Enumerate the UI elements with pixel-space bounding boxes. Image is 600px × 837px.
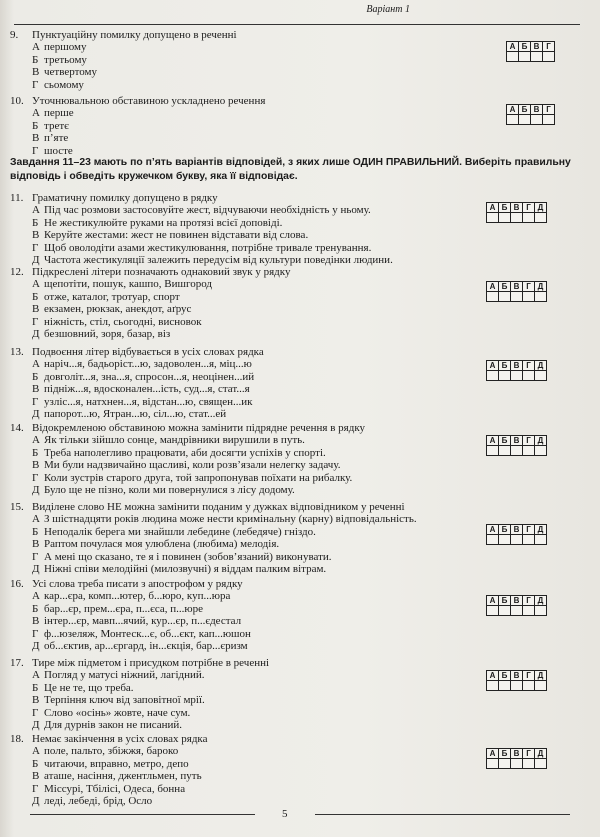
option-text: Неподалік берега ми знайшли лебедине (лебедяче) гніздо. — [44, 525, 316, 538]
option-letter: Г — [32, 550, 39, 563]
answer-option[interactable] — [10, 795, 480, 807]
answer-grid-letter: Г — [523, 596, 535, 606]
answer-option[interactable] — [10, 254, 480, 266]
option-letter: Г — [32, 78, 39, 91]
answer-cell[interactable] — [523, 606, 535, 616]
question-number: 15. — [10, 501, 24, 513]
option-text: бар...єр, прем...єра, п...єса, п...юре — [44, 602, 204, 615]
option-letter: Д — [32, 328, 40, 341]
answer-grid — [506, 104, 555, 125]
question-title — [10, 578, 480, 590]
answer-grid — [486, 524, 547, 545]
option-letter: Д — [32, 795, 40, 808]
answer-option[interactable] — [10, 371, 480, 383]
answer-option[interactable] — [10, 217, 480, 229]
option-letter: Г — [32, 395, 39, 408]
question-number: 14. — [10, 422, 24, 434]
question-title — [10, 422, 480, 434]
answer-option[interactable] — [10, 513, 480, 525]
option-letter: Б — [32, 216, 39, 229]
answer-option[interactable] — [10, 615, 480, 627]
option-letter: Д — [32, 408, 40, 421]
option-text: аташе, насіння, джентльмен, путь — [44, 770, 202, 783]
answer-option[interactable] — [10, 66, 480, 78]
answer-grid-letter: Б — [499, 361, 511, 371]
option-letter: А — [32, 590, 40, 603]
question-number: 18. — [10, 733, 24, 745]
answer-cell[interactable] — [543, 52, 555, 62]
option-letter: В — [32, 132, 40, 145]
question-number: 10. — [10, 95, 24, 107]
answer-option[interactable] — [10, 303, 480, 315]
answer-cell[interactable] — [535, 606, 547, 616]
answer-option[interactable] — [10, 132, 480, 144]
answer-cell[interactable] — [511, 606, 523, 616]
question-title — [10, 192, 480, 204]
answer-cell[interactable] — [531, 52, 543, 62]
answer-grid-letter: Г — [523, 203, 535, 213]
question-title — [10, 733, 480, 745]
answer-grid-letter: В — [511, 525, 523, 535]
answer-option[interactable] — [10, 107, 480, 119]
answer-cell[interactable] — [511, 213, 523, 223]
question-title — [10, 346, 480, 358]
answer-grid — [486, 281, 547, 302]
option-text: Частота жестикуляції залежить передусім від культури поведінки людини. — [44, 254, 393, 267]
option-letter: Д — [32, 563, 40, 576]
footer-rule-left — [30, 814, 255, 815]
answer-option[interactable] — [10, 316, 480, 328]
answer-cell[interactable] — [535, 213, 547, 223]
answer-grid-letter: В — [511, 671, 523, 681]
answer-cell[interactable] — [543, 115, 555, 125]
answer-grid-letter: А — [507, 42, 519, 52]
answer-grid-letter: Б — [499, 525, 511, 535]
answer-grid-letter: А — [487, 282, 499, 292]
question-number: 16. — [10, 578, 24, 590]
answer-grid-letter: А — [487, 596, 499, 606]
option-letter: А — [32, 358, 40, 371]
option-letter: В — [32, 303, 40, 316]
question-17 — [10, 657, 480, 731]
variant-label: Варіант 1 — [366, 4, 410, 15]
option-letter: А — [32, 107, 40, 120]
answer-cell[interactable] — [487, 759, 499, 769]
option-letter: Б — [32, 757, 39, 770]
option-letter: А — [32, 278, 40, 291]
answer-cell[interactable] — [531, 115, 543, 125]
option-text: узліс...я, натхнен...я, відстан...ю, священ...ик — [44, 395, 253, 408]
answer-option[interactable] — [10, 526, 480, 538]
option-text: інтер...єр, мавп...ячий, кур...єр, п...єдестал — [44, 615, 242, 628]
answer-grid — [486, 360, 547, 381]
option-letter: А — [32, 513, 40, 526]
answer-cell[interactable] — [523, 681, 535, 691]
answer-cell[interactable] — [511, 446, 523, 456]
answer-option[interactable] — [10, 603, 480, 615]
answer-option[interactable] — [10, 770, 480, 782]
option-letter: В — [32, 383, 40, 396]
answer-cell[interactable] — [487, 681, 499, 691]
option-letter: Г — [32, 782, 39, 795]
answer-option[interactable] — [10, 758, 480, 770]
question-16 — [10, 578, 480, 652]
question-12 — [10, 266, 480, 340]
option-text: Погляд у матусі ніжний, лагідний. — [44, 669, 205, 682]
answer-cell[interactable] — [511, 759, 523, 769]
question-title — [10, 95, 480, 107]
option-letter: Г — [32, 241, 39, 254]
answer-option[interactable] — [10, 242, 480, 254]
answer-grid-letter: А — [507, 105, 519, 115]
answer-cell[interactable] — [499, 371, 511, 381]
option-text: першому — [44, 41, 87, 54]
answer-option[interactable] — [10, 328, 480, 340]
option-text: ф...юзеляж, Монтеск...є, об...єкт, кап...юшон — [44, 627, 251, 640]
question-title — [10, 29, 480, 41]
answer-grid-letter: А — [487, 525, 499, 535]
question-title — [10, 657, 480, 669]
option-text: Щоб оволодіти азами жестикулювання, потрібне тривале тренування. — [44, 241, 372, 254]
answer-option[interactable] — [10, 358, 480, 370]
option-letter: В — [32, 770, 40, 783]
option-letter: В — [32, 66, 40, 79]
option-letter: В — [32, 694, 40, 707]
answer-cell[interactable] — [511, 535, 523, 545]
option-text: Раптом почулася моя улюблена (любима) мелодія. — [44, 538, 280, 551]
answer-cell[interactable] — [499, 446, 511, 456]
question-number: 17. — [10, 657, 24, 669]
answer-grid-letter: Д — [535, 749, 547, 759]
answer-grid-letter: Б — [519, 105, 531, 115]
answer-grid-letter: Б — [499, 671, 511, 681]
answer-grid-letter: Д — [535, 525, 547, 535]
option-letter: Б — [32, 602, 39, 615]
question-14 — [10, 422, 480, 496]
question-text: Тире між підметом і присудком потрібне в реченні — [32, 657, 270, 669]
answer-grid-letter: В — [531, 42, 543, 52]
answer-option[interactable] — [10, 291, 480, 303]
option-letter: В — [32, 615, 40, 628]
answer-option[interactable] — [10, 229, 480, 241]
answer-option[interactable] — [10, 590, 480, 602]
answer-cell[interactable] — [511, 292, 523, 302]
answer-option[interactable] — [10, 682, 480, 694]
answer-cell[interactable] — [487, 535, 499, 545]
answer-grid-letter: Г — [523, 436, 535, 446]
answer-grid-letter: Д — [535, 203, 547, 213]
answer-option[interactable] — [10, 408, 480, 420]
answer-option[interactable] — [10, 783, 480, 795]
answer-cell[interactable] — [487, 213, 499, 223]
answer-option[interactable] — [10, 434, 480, 446]
option-text: підніж...я, вдосконален...ість, суд...я, стат...я — [44, 383, 250, 396]
answer-cell[interactable] — [519, 115, 531, 125]
option-text: Слово «осінь» жовте, наче сум. — [44, 706, 191, 719]
option-text: шосте — [44, 144, 73, 157]
answer-cell[interactable] — [499, 535, 511, 545]
option-letter: А — [32, 669, 40, 682]
question-text: Уточнювальною обставиною ускладнено речення — [32, 95, 266, 107]
answer-cell[interactable] — [523, 535, 535, 545]
answer-cell[interactable] — [523, 446, 535, 456]
question-13 — [10, 346, 480, 420]
option-text: Ніжні співи мелодійні (милозвучні) я віддам палким вітрам. — [44, 563, 327, 576]
option-letter: Г — [32, 627, 39, 640]
option-text: Керуйте жестами: жест не повинен відставати від слова. — [44, 229, 309, 242]
answer-cell[interactable] — [511, 681, 523, 691]
answer-grid — [486, 748, 547, 769]
answer-option[interactable] — [10, 41, 480, 53]
answer-cell[interactable] — [499, 681, 511, 691]
option-letter: А — [32, 434, 40, 447]
answer-cell[interactable] — [535, 446, 547, 456]
answer-cell[interactable] — [535, 681, 547, 691]
option-letter: В — [32, 538, 40, 551]
answer-grid-letter: Б — [499, 596, 511, 606]
option-letter: Г — [32, 144, 39, 157]
option-text: Це не те, що треба. — [44, 681, 134, 694]
option-letter: Д — [32, 719, 40, 732]
option-letter: Б — [32, 446, 39, 459]
option-letter: Б — [32, 290, 39, 303]
question-number: 12. — [10, 266, 24, 278]
answer-option[interactable] — [10, 120, 480, 132]
answer-grid-letter: А — [487, 749, 499, 759]
answer-cell[interactable] — [487, 292, 499, 302]
answer-option[interactable] — [10, 551, 480, 563]
answer-option[interactable] — [10, 538, 480, 550]
answer-grid-letter: Б — [519, 42, 531, 52]
question-title — [10, 266, 480, 278]
option-text: Ми були надзвичайно щасливі, коли розв’язали нелегку задачу. — [44, 459, 341, 472]
option-letter: Б — [32, 370, 39, 383]
answer-option[interactable] — [10, 563, 480, 575]
option-text: довголіт...я, зна...я, спросон...я, неоцінен...ий — [44, 370, 255, 383]
option-text: Як тільки зійшло сонце, мандрівники вирушили в путь. — [44, 434, 305, 447]
answer-cell[interactable] — [523, 759, 535, 769]
answer-grid — [486, 202, 547, 223]
question-text: Підкреслені літери позначають однаковий звук у рядку — [32, 266, 291, 278]
answer-grid-letter: Г — [543, 105, 555, 115]
option-text: наріч...я, бадьоріст...ю, задоволен...я, міц...ю — [44, 358, 252, 371]
question-number: 13. — [10, 346, 24, 358]
option-letter: Д — [32, 484, 40, 497]
answer-option[interactable] — [10, 278, 480, 290]
option-text: екзамен, рюкзак, анекдот, аґрус — [44, 303, 192, 316]
option-letter: А — [32, 41, 40, 54]
option-text: поле, пальто, збіжжя, бароко — [44, 745, 179, 758]
answer-grid-letter: Г — [543, 42, 555, 52]
answer-grid-letter: Г — [523, 282, 535, 292]
answer-cell[interactable] — [511, 371, 523, 381]
option-letter: Г — [32, 315, 39, 328]
option-letter: Б — [32, 525, 39, 538]
answer-grid-letter: В — [511, 596, 523, 606]
answer-grid — [486, 435, 547, 456]
question-text: Виділене слово НЕ можна замінити поданим у дужках відповідником у реченні — [32, 501, 405, 513]
answer-cell[interactable] — [487, 371, 499, 381]
question-title — [10, 501, 480, 513]
answer-cell[interactable] — [523, 213, 535, 223]
question-text: Граматичну помилку допущено в рядку — [32, 192, 218, 204]
answer-grid-letter: А — [487, 361, 499, 371]
option-text: щепотіти, пошук, кашпо, Вишгород — [44, 278, 212, 291]
option-text: читаючи, вправно, метро, депо — [44, 757, 189, 770]
answer-grid-letter: А — [487, 436, 499, 446]
answer-option[interactable] — [10, 707, 480, 719]
answer-grid-letter: В — [511, 282, 523, 292]
answer-cell[interactable] — [487, 606, 499, 616]
option-text: п’яте — [44, 132, 69, 145]
option-text: леді, лебеді, брід, Осло — [44, 795, 153, 808]
option-text: сьомому — [44, 78, 84, 91]
answer-option[interactable] — [10, 79, 480, 91]
answer-option[interactable] — [10, 694, 480, 706]
answer-cell[interactable] — [507, 52, 519, 62]
answer-grid-letter: Б — [499, 749, 511, 759]
option-letter: А — [32, 204, 40, 217]
question-text: Відокремленою обставиною можна замінити підрядне речення в рядку — [32, 422, 366, 434]
answer-grid-letter: Д — [535, 671, 547, 681]
option-letter: Д — [32, 640, 40, 653]
option-text: кар...єра, комп...ютер, б...юро, куп...юра — [44, 590, 231, 603]
answer-cell[interactable] — [507, 115, 519, 125]
option-text: Було ще не пізно, коли ми повернулися з лісу додому. — [44, 484, 295, 497]
answer-option[interactable] — [10, 447, 480, 459]
option-text: ніжність, стіл, сьогодні, висновок — [44, 315, 202, 328]
answer-option[interactable] — [10, 484, 480, 496]
question-number: 9. — [10, 29, 19, 41]
answer-grid-letter: В — [511, 361, 523, 371]
option-text: отже, каталог, тротуар, спорт — [44, 290, 180, 303]
answer-option[interactable] — [10, 459, 480, 471]
answer-grid-letter: Г — [523, 749, 535, 759]
question-number: 11. — [10, 192, 24, 204]
option-letter: А — [32, 745, 40, 758]
question-text: Пунктуаційну помилку допущено в реченні — [32, 29, 237, 41]
question-text: Немає закінчення в усіх словах рядка — [32, 733, 208, 745]
answer-option[interactable] — [10, 669, 480, 681]
option-text: четвертому — [44, 66, 98, 79]
answer-cell[interactable] — [487, 446, 499, 456]
answer-option[interactable] — [10, 719, 480, 731]
option-letter: Б — [32, 119, 39, 132]
answer-grid — [506, 41, 555, 62]
answer-grid-letter: А — [487, 671, 499, 681]
question-text: Усі слова треба писати з апострофом у рядку — [32, 578, 243, 590]
answer-grid-letter: Б — [499, 436, 511, 446]
option-letter: В — [32, 459, 40, 472]
page-number: 5 — [282, 808, 288, 820]
answer-cell[interactable] — [535, 759, 547, 769]
option-letter: Г — [32, 471, 39, 484]
answer-grid-letter: В — [531, 105, 543, 115]
option-text: Терпіння ключ від заповітної мрії. — [44, 694, 205, 707]
question-15 — [10, 501, 480, 575]
answer-cell[interactable] — [519, 52, 531, 62]
answer-option[interactable] — [10, 640, 480, 652]
option-text: Не жестикулюйте руками на протязі всієї доповіді. — [44, 216, 283, 229]
answer-grid-letter: Д — [535, 436, 547, 446]
question-text: Подвоєння літер відбувається в усіх словах рядка — [32, 346, 264, 358]
answer-grid-letter: Б — [499, 203, 511, 213]
option-letter: Б — [32, 681, 39, 694]
footer-rule-right — [315, 814, 570, 815]
answer-option[interactable] — [10, 628, 480, 640]
answer-grid-letter: Б — [499, 282, 511, 292]
answer-grid-letter: В — [511, 203, 523, 213]
answer-grid-letter: Д — [535, 361, 547, 371]
answer-cell[interactable] — [499, 292, 511, 302]
option-text: третьому — [44, 53, 87, 66]
option-letter: Г — [32, 706, 39, 719]
header-rule — [14, 4, 580, 25]
answer-grid-letter: Д — [535, 282, 547, 292]
option-text: Для дурнів закон не писаний. — [44, 719, 183, 732]
option-text: А мені що сказано, те я і повинен (зобов’язаний) виконувати. — [44, 550, 332, 563]
answer-cell[interactable] — [499, 759, 511, 769]
answer-cell[interactable] — [535, 371, 547, 381]
answer-option[interactable] — [10, 54, 480, 66]
answer-option[interactable] — [10, 745, 480, 757]
answer-option[interactable] — [10, 383, 480, 395]
answer-grid — [486, 595, 547, 616]
option-text: перше — [44, 107, 74, 120]
answer-cell[interactable] — [499, 606, 511, 616]
question-18 — [10, 733, 480, 807]
answer-grid-letter: В — [511, 436, 523, 446]
option-text: третє — [44, 119, 69, 132]
option-text: об...єктив, ар...єргард, ін...єкція, бар...єризм — [44, 640, 248, 653]
answer-grid-letter: Г — [523, 361, 535, 371]
option-letter: Д — [32, 254, 40, 267]
answer-grid-letter: Д — [535, 596, 547, 606]
option-text: Треба наполегливо працювати, аби досягти успіхів у спорті. — [44, 446, 326, 459]
answer-grid-letter: Г — [523, 671, 535, 681]
question-9 — [10, 29, 480, 91]
answer-cell[interactable] — [535, 535, 547, 545]
option-text: Міссурі, Тбілісі, Одеса, бонна — [44, 782, 186, 795]
question-10 — [10, 95, 480, 157]
answer-option[interactable] — [10, 396, 480, 408]
option-text: Під час розмови застосовуйте жест, відчуваючи необхідність у ньому. — [44, 204, 371, 217]
answer-grid-letter: Г — [523, 525, 535, 535]
answer-option[interactable] — [10, 204, 480, 216]
option-text: папорот...ю, Ятран...ю, сіл...ю, стат...ей — [44, 408, 227, 421]
option-text: Коли зустрів старого друга, той запропонував поїхати на рибалку. — [44, 471, 353, 484]
answer-cell[interactable] — [499, 213, 511, 223]
instruction-text: Завдання 11–23 мають по п’ять варіантів відповідей, з яких лише ОДИН ПРАВИЛЬНИЙ. Виберіть правильну відповідь і обведіть кружечком букву, яка її відповідає. — [10, 157, 571, 182]
option-letter: Б — [32, 53, 39, 66]
option-letter: В — [32, 229, 40, 242]
answer-grid-letter: А — [487, 203, 499, 213]
option-text: З шістнадцяти років людина може нести кримінальну (карну) відповідальність. — [44, 513, 417, 526]
answer-cell[interactable] — [523, 371, 535, 381]
question-11 — [10, 192, 480, 266]
answer-option[interactable] — [10, 472, 480, 484]
answer-cell[interactable] — [535, 292, 547, 302]
option-text: безшовний, зоря, базар, віз — [44, 328, 171, 341]
answer-grid — [486, 670, 547, 691]
answer-grid-letter: В — [511, 749, 523, 759]
answer-cell[interactable] — [523, 292, 535, 302]
